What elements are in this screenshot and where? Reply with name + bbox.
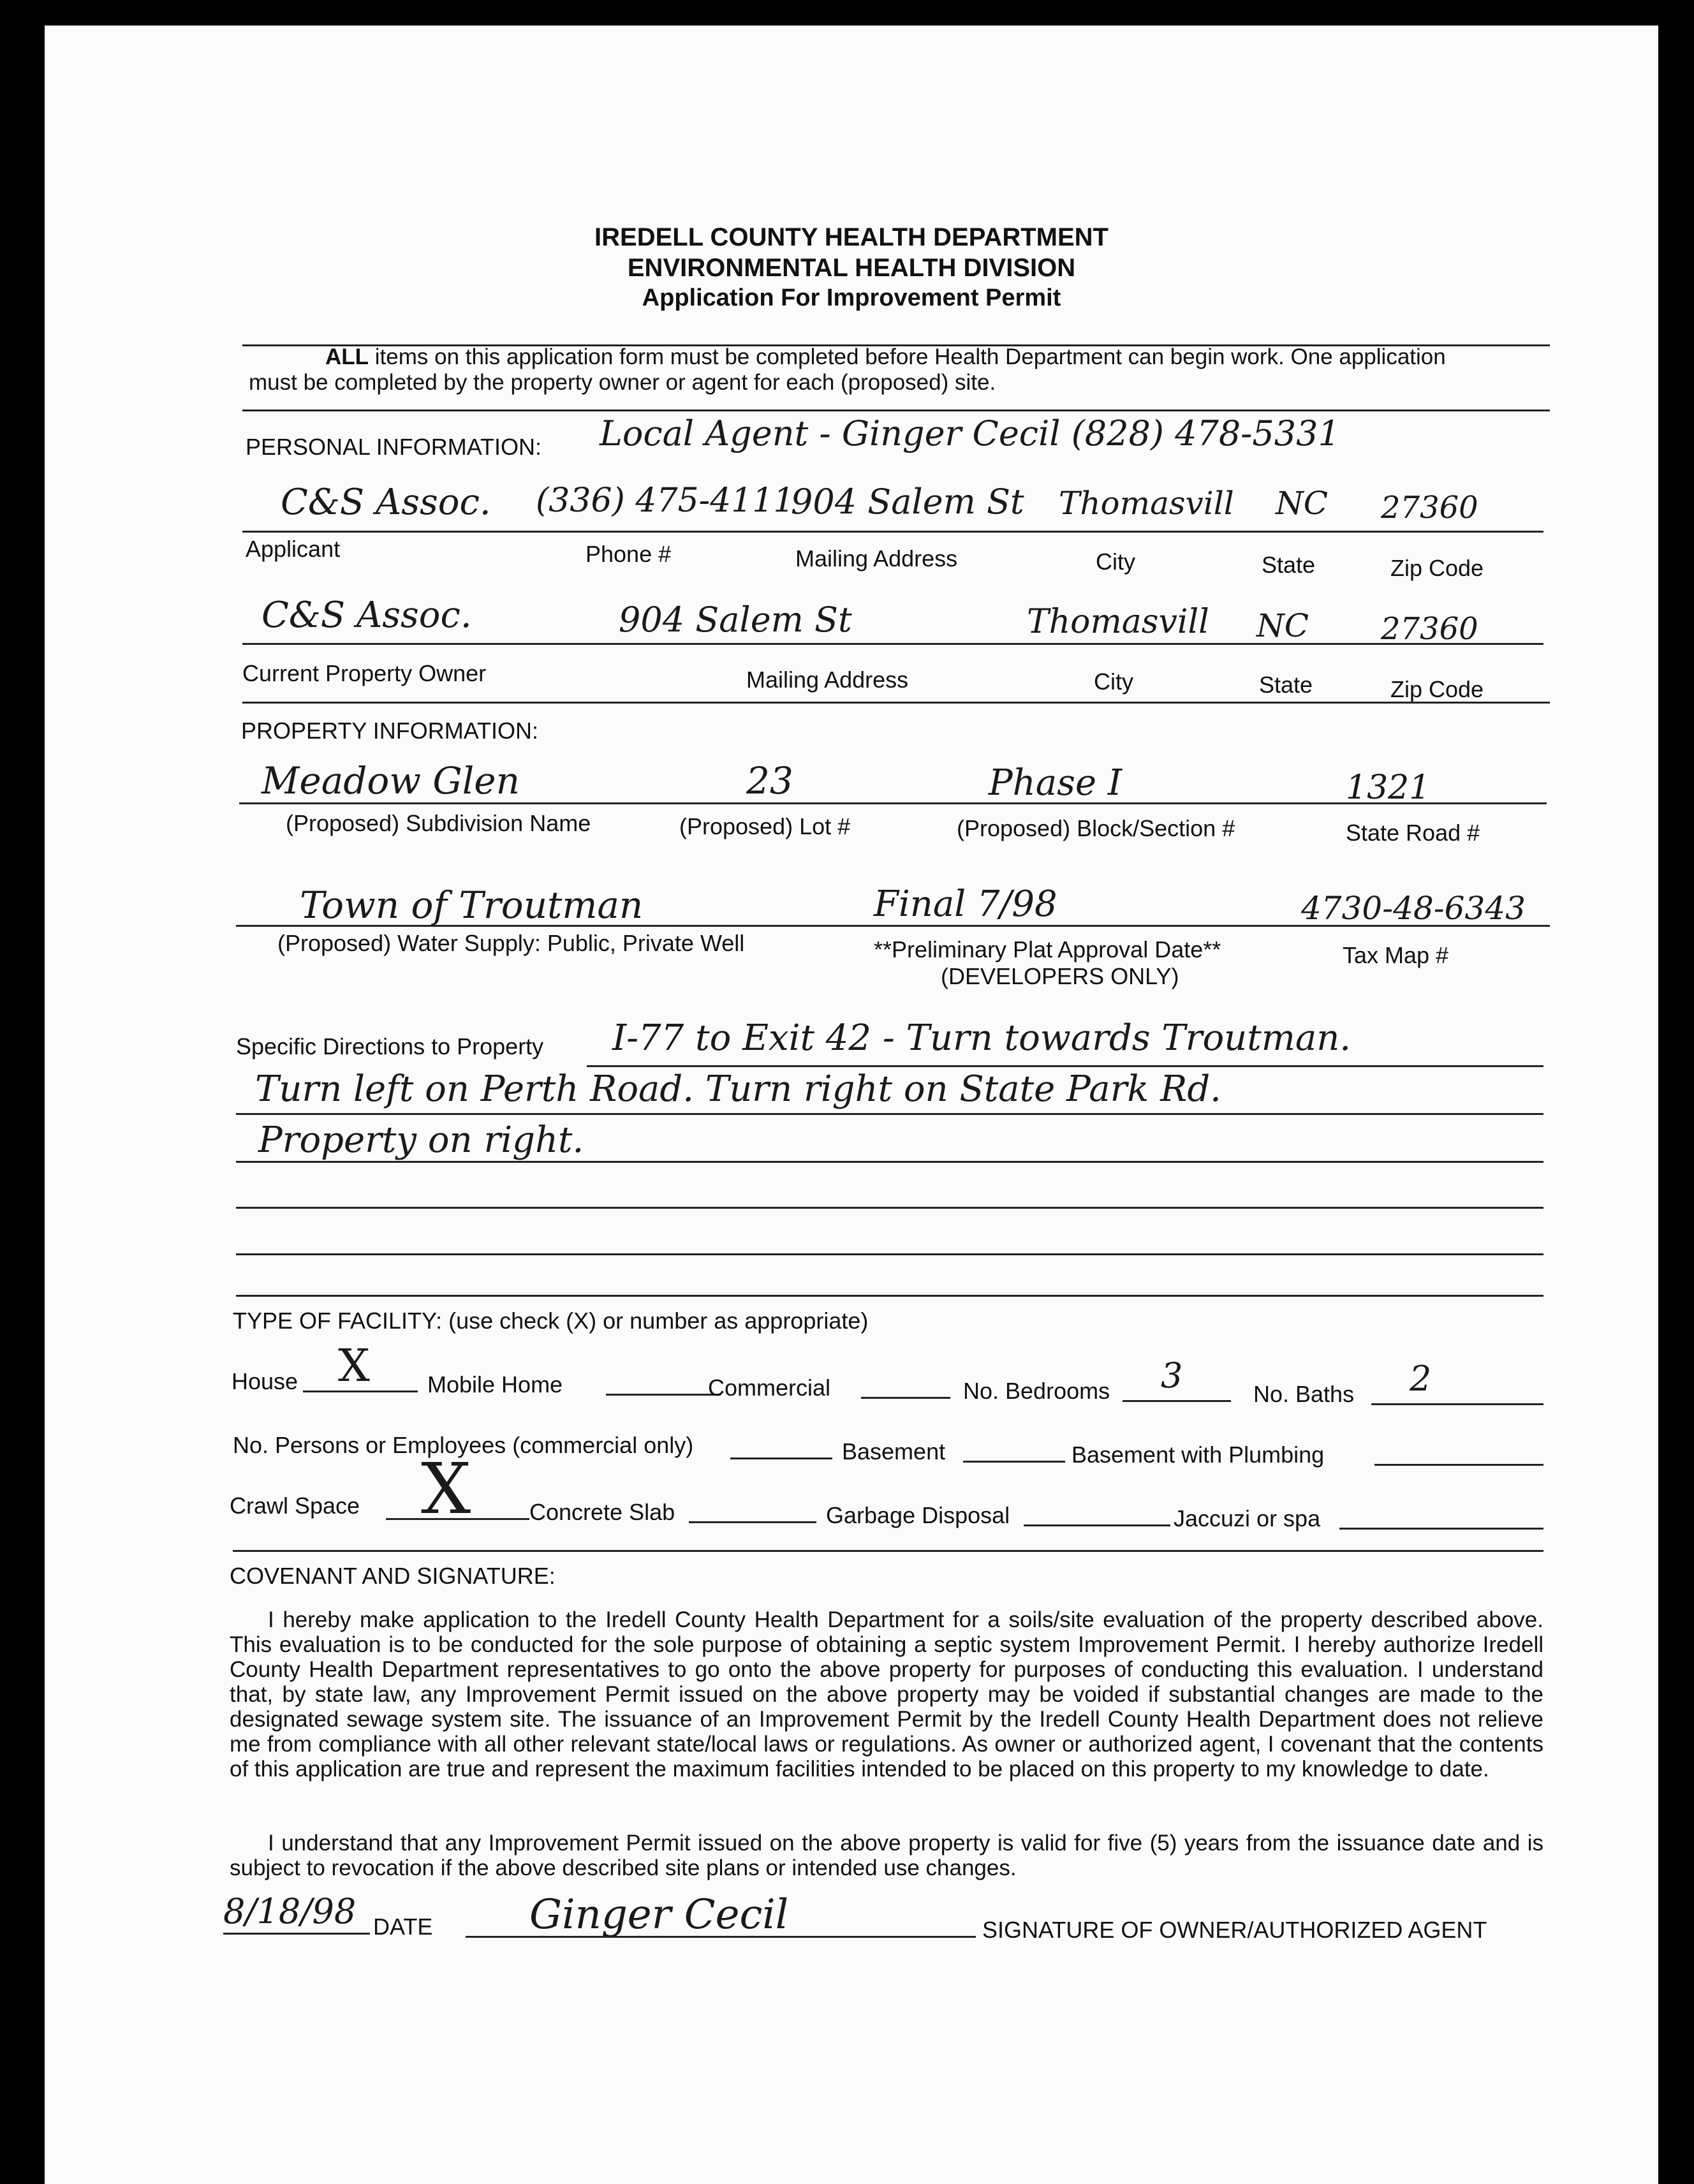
directions-rule bbox=[236, 1295, 1543, 1297]
house-check: X bbox=[338, 1339, 370, 1392]
applicant-line bbox=[242, 531, 1543, 533]
department-title: IREDELL COUNTY HEALTH DEPARTMENT bbox=[594, 223, 1108, 251]
mailing-address-label: Mailing Address bbox=[795, 545, 958, 572]
state-road-label: State Road # bbox=[1346, 820, 1480, 846]
bedrooms-label: No. Bedrooms bbox=[963, 1378, 1110, 1404]
subdivision-value: Meadow Glen bbox=[261, 759, 520, 802]
crawl-space-label: Crawl Space bbox=[230, 1493, 360, 1519]
applicant-label: Applicant bbox=[246, 536, 341, 562]
house-label: House bbox=[232, 1368, 298, 1394]
persons-field bbox=[730, 1457, 832, 1459]
garbage-disposal-label: Garbage Disposal bbox=[826, 1502, 1010, 1528]
signature-field bbox=[466, 1936, 976, 1938]
directions-rule bbox=[236, 1113, 1543, 1115]
owner-state-label: State bbox=[1259, 672, 1313, 698]
baths-label: No. Baths bbox=[1253, 1381, 1355, 1407]
block-value: Phase I bbox=[989, 762, 1122, 804]
applicant-name: C&S Assoc. bbox=[281, 482, 491, 523]
directions-rule bbox=[236, 1253, 1543, 1255]
phone-label: Phone # bbox=[586, 541, 672, 567]
concrete-slab-label: Concrete Slab bbox=[529, 1499, 675, 1525]
applicant-state: NC bbox=[1276, 485, 1329, 522]
jaccuzi-field bbox=[1339, 1528, 1543, 1530]
date-value: 8/18/98 bbox=[223, 1891, 357, 1931]
mobile-home-label: Mobile Home bbox=[427, 1371, 563, 1398]
directions-line-2: Turn left on Perth Road. Turn right on State Park Rd. bbox=[255, 1068, 1221, 1110]
directions-line-1: I-77 to Exit 42 - Turn towards Troutman. bbox=[612, 1017, 1352, 1059]
directions-line-3: Property on right. bbox=[258, 1119, 584, 1161]
plat-date-label: **Preliminary Plat Approval Date** bbox=[874, 936, 1221, 963]
owner-city: Thomasvill bbox=[1027, 603, 1209, 641]
bedrooms-value: 3 bbox=[1161, 1355, 1183, 1396]
city-label: City bbox=[1096, 549, 1135, 575]
division-title: ENVIRONMENTAL HEALTH DIVISION bbox=[627, 254, 1076, 282]
divider bbox=[242, 410, 1550, 411]
divider bbox=[242, 702, 1550, 704]
form-title: Application For Improvement Permit bbox=[642, 284, 1061, 311]
local-agent-value: Local Agent - Ginger Cecil (828) 478-5331 bbox=[600, 413, 1340, 454]
owner-address: 904 Salem St bbox=[619, 600, 852, 640]
tax-map-label: Tax Map # bbox=[1343, 942, 1449, 968]
owner-zip: 27360 bbox=[1381, 611, 1478, 647]
water-supply-label: (Proposed) Water Supply: Public, Private Well bbox=[277, 930, 745, 956]
signature-value: Ginger Cecil bbox=[529, 1891, 789, 1938]
baths-field bbox=[1371, 1403, 1543, 1405]
directions-label: Specific Directions to Property bbox=[236, 1033, 544, 1059]
persons-label: No. Persons or Employees (commercial only) bbox=[233, 1432, 694, 1458]
personal-heading: PERSONAL INFORMATION: bbox=[246, 434, 542, 460]
state-label: State bbox=[1262, 552, 1316, 578]
applicant-phone: (336) 475-4111 bbox=[536, 482, 795, 520]
covenant-paragraph-2: I understand that any Improvement Permit issued on the above property is valid for five (5) years from the issuance date and is subject to revocation if the above described site plans or intended use changes. bbox=[230, 1831, 1543, 1880]
owner-line bbox=[242, 643, 1543, 645]
covenant-paragraph-1: I hereby make application to the Iredell County Health Department for a soils/site evaluation of the property described above. This evaluation is to be conducted for the sole purpose of obtaining a septic system Improvement Permit. I hereby authorize Iredell County Health Department representatives to go onto the above property for purposes of conducting this evaluation. I understand that, by state law, any Improvement Permit issued on the above property may be voided if substantial changes are made to the designated sewage system site. The issuance of an Improvement Permit by the Iredell County Health Department does not relieve me from compliance with all other relevant state/local laws or regulations. As owner or authorized agent, I covenant that the contents of this application are true and represent the maximum facilities intended to be placed on this property to my knowledge to date. bbox=[230, 1607, 1543, 1782]
instructions-text: items on this application form must be completed before Health Department can begin work. One application bbox=[374, 344, 1446, 369]
facility-heading: TYPE OF FACILITY: (use check (X) or number as appropriate) bbox=[233, 1308, 869, 1334]
bedrooms-field bbox=[1123, 1400, 1231, 1402]
jaccuzi-label: Jaccuzi or spa bbox=[1174, 1505, 1321, 1531]
signature-label: SIGNATURE OF OWNER/AUTHORIZED AGENT bbox=[982, 1917, 1487, 1943]
date-label: DATE bbox=[373, 1914, 433, 1940]
form-page bbox=[45, 26, 1658, 2184]
directions-rule bbox=[236, 1207, 1543, 1209]
date-field bbox=[223, 1933, 370, 1935]
lot-value: 23 bbox=[746, 759, 793, 802]
instructions-line1 bbox=[325, 344, 1446, 370]
owner-zip-label: Zip Code bbox=[1390, 676, 1484, 702]
instructions-line2: must be completed by the property owner or agent for each (proposed) site. bbox=[249, 370, 996, 395]
commercial-label: Commercial bbox=[708, 1375, 831, 1401]
garbage-disposal-field bbox=[1024, 1524, 1170, 1526]
basement-plumbing-label: Basement with Plumbing bbox=[1072, 1442, 1325, 1468]
state-road-value: 1321 bbox=[1346, 769, 1431, 807]
mobile-home-field bbox=[606, 1394, 721, 1396]
applicant-city: Thomasvill bbox=[1059, 485, 1234, 522]
owner-state: NC bbox=[1256, 607, 1309, 644]
water-supply-value: Town of Troutman bbox=[300, 883, 644, 927]
covenant-heading: COVENANT AND SIGNATURE: bbox=[230, 1563, 556, 1589]
lot-label: (Proposed) Lot # bbox=[679, 813, 851, 839]
directions-rule bbox=[587, 1065, 1543, 1067]
crawl-space-check: X bbox=[421, 1448, 471, 1530]
tax-map-value: 4730-48-6343 bbox=[1301, 890, 1526, 927]
owner-city-label: City bbox=[1094, 668, 1133, 695]
baths-value: 2 bbox=[1410, 1359, 1432, 1399]
concrete-slab-field bbox=[689, 1521, 816, 1523]
basement-field bbox=[963, 1461, 1065, 1463]
applicant-zip: 27360 bbox=[1381, 490, 1478, 526]
commercial-field bbox=[861, 1397, 950, 1399]
plat-date-value: Final 7/98 bbox=[874, 883, 1057, 925]
owner-label: Current Property Owner bbox=[242, 660, 487, 686]
instructions-bold: ALL bbox=[325, 344, 369, 369]
owner-address-label: Mailing Address bbox=[746, 667, 909, 693]
applicant-address: 904 Salem St bbox=[791, 482, 1024, 522]
subdivision-label: (Proposed) Subdivision Name bbox=[286, 810, 591, 836]
basement-label: Basement bbox=[842, 1438, 946, 1465]
developers-only-label: (DEVELOPERS ONLY) bbox=[941, 963, 1179, 989]
directions-rule bbox=[236, 1161, 1543, 1163]
divider bbox=[233, 1550, 1543, 1552]
basement-plumbing-field bbox=[1374, 1464, 1543, 1466]
owner-name: C&S Assoc. bbox=[261, 594, 472, 636]
block-label: (Proposed) Block/Section # bbox=[957, 815, 1235, 841]
zip-label: Zip Code bbox=[1390, 555, 1484, 581]
property-heading: PROPERTY INFORMATION: bbox=[241, 718, 539, 744]
